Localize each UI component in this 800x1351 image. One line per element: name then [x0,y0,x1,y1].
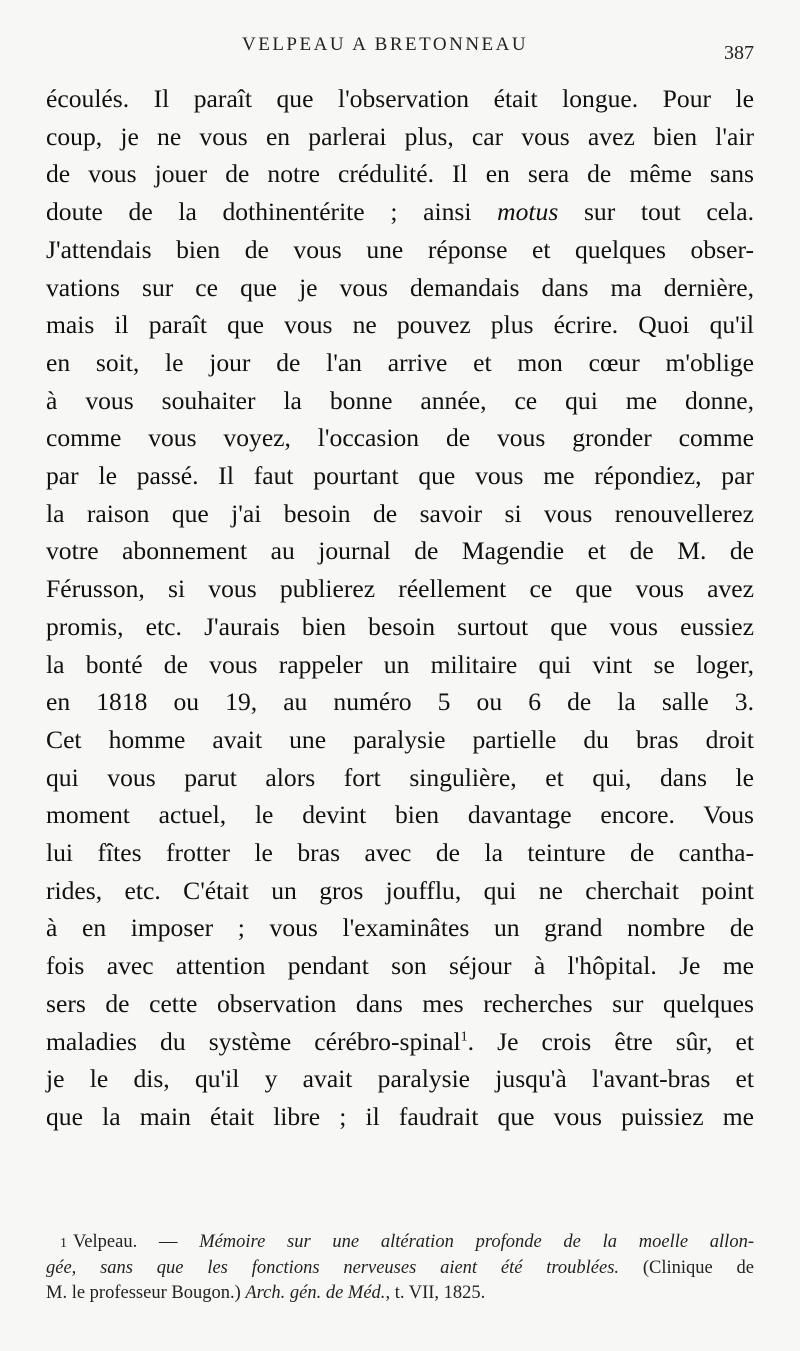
text-segment: maladies du système cérébro-spinal [46,1026,461,1056]
text-line: fois avec attention pendant son séjour à l'hôpital. Je me [46,951,754,981]
text-line: la raison que j'ai besoin de savoir si vous renouvellerez [46,498,754,528]
footnote-title: gée, sans que les fonctions nerveuses aient été troublées. [46,1258,620,1278]
text-line: comme vous voyez, l'occasion de vous gronder comme [46,423,754,453]
text-line: écoulés. Il paraît que l'observation était longue. Pour le [46,84,754,113]
text-line: promis, etc. J'aurais bien besoin surtout que vous eussiez [46,611,754,641]
text-line: vations sur ce que je vous demandais dans ma dernière, [46,272,754,302]
text-line: en soit, le jour de l'an arrive et mon cœur m'oblige [46,347,754,377]
text-line: à en imposer ; vous l'examinâtes un grand nombre de [46,913,754,943]
italic-word: motus [497,197,559,227]
footnote-journal: Arch. gén. de Méd. [245,1283,386,1303]
text-line: votre abonnement au journal de Magendie et de M. de [46,536,754,566]
footnote [46,1230,754,1306]
text-segment: . Je crois être sûr, et [467,1026,754,1056]
text-line: je le dis, qu'il y avait paralysie jusqu'à l'avant-bras et [46,1064,754,1094]
text-line: par le passé. Il faut pourtant que vous me répondiez, par [46,461,754,491]
text-line: à vous souhaiter la bonne année, ce qui me donne, [46,385,754,415]
footnote-line [46,1256,754,1281]
text-line: coup, je ne vous en parlerai plus, car vous avez bien l'air [46,121,754,151]
text-line: lui fîtes frotter le bras avec de la teinture de cantha- [46,838,754,868]
page-number: 387 [724,42,754,64]
text-segment: sur tout cela. [558,197,754,227]
text-line: moment actuel, le devint bien davantage encore. Vous [46,800,754,830]
footnote-author: Velpeau. — [73,1232,200,1252]
footnote-text: M. le professeur Bougon.) [46,1283,246,1303]
footnote-marker: 1 [60,1236,67,1251]
running-head: VELPEAU A BRETONNEAU [242,34,529,55]
text-line [46,193,754,231]
page-header [0,30,800,70]
text-line: Cet homme avait une paralysie partielle du bras droit [46,724,754,754]
footnote-line [46,1230,754,1256]
text-line [46,1023,754,1061]
footnote-reference: 1 [460,1029,468,1045]
text-line: rides, etc. C'était un gros joufflu, qui ne cherchait point [46,875,754,905]
main-text [46,80,754,1136]
text-line: qui vous parut alors fort singulière, et qui, dans le [46,762,754,792]
text-line: la bonté de vous rappeler un militaire qui vint se loger, [46,649,754,679]
footnote-text: , t. VII, 1825. [385,1283,486,1303]
text-line: de vous jouer de notre crédulité. Il en sera de même sans [46,159,754,189]
text-line: en 1818 ou 19, au numéro 5 ou 6 de la salle 3. [46,687,754,717]
text-line: que la main était libre ; il faudrait que vous puissiez me [46,1101,754,1131]
text-line: J'attendais bien de vous une réponse et quelques obser- [46,234,754,264]
text-segment: doute de la dothinentérite ; ainsi [46,197,498,227]
footnote-text: (Clinique de [619,1258,755,1278]
text-line: sers de cette observation dans mes recherches sur quelques [46,988,754,1018]
footnote-line [46,1281,754,1306]
footnote-title: Mémoire sur une altération profonde de la moelle allon- [199,1232,754,1252]
text-line: Férusson, si vous publierez réellement ce que vous avez [46,574,754,604]
text-line: mais il paraît que vous ne pouvez plus écrire. Quoi qu'il [46,310,754,340]
